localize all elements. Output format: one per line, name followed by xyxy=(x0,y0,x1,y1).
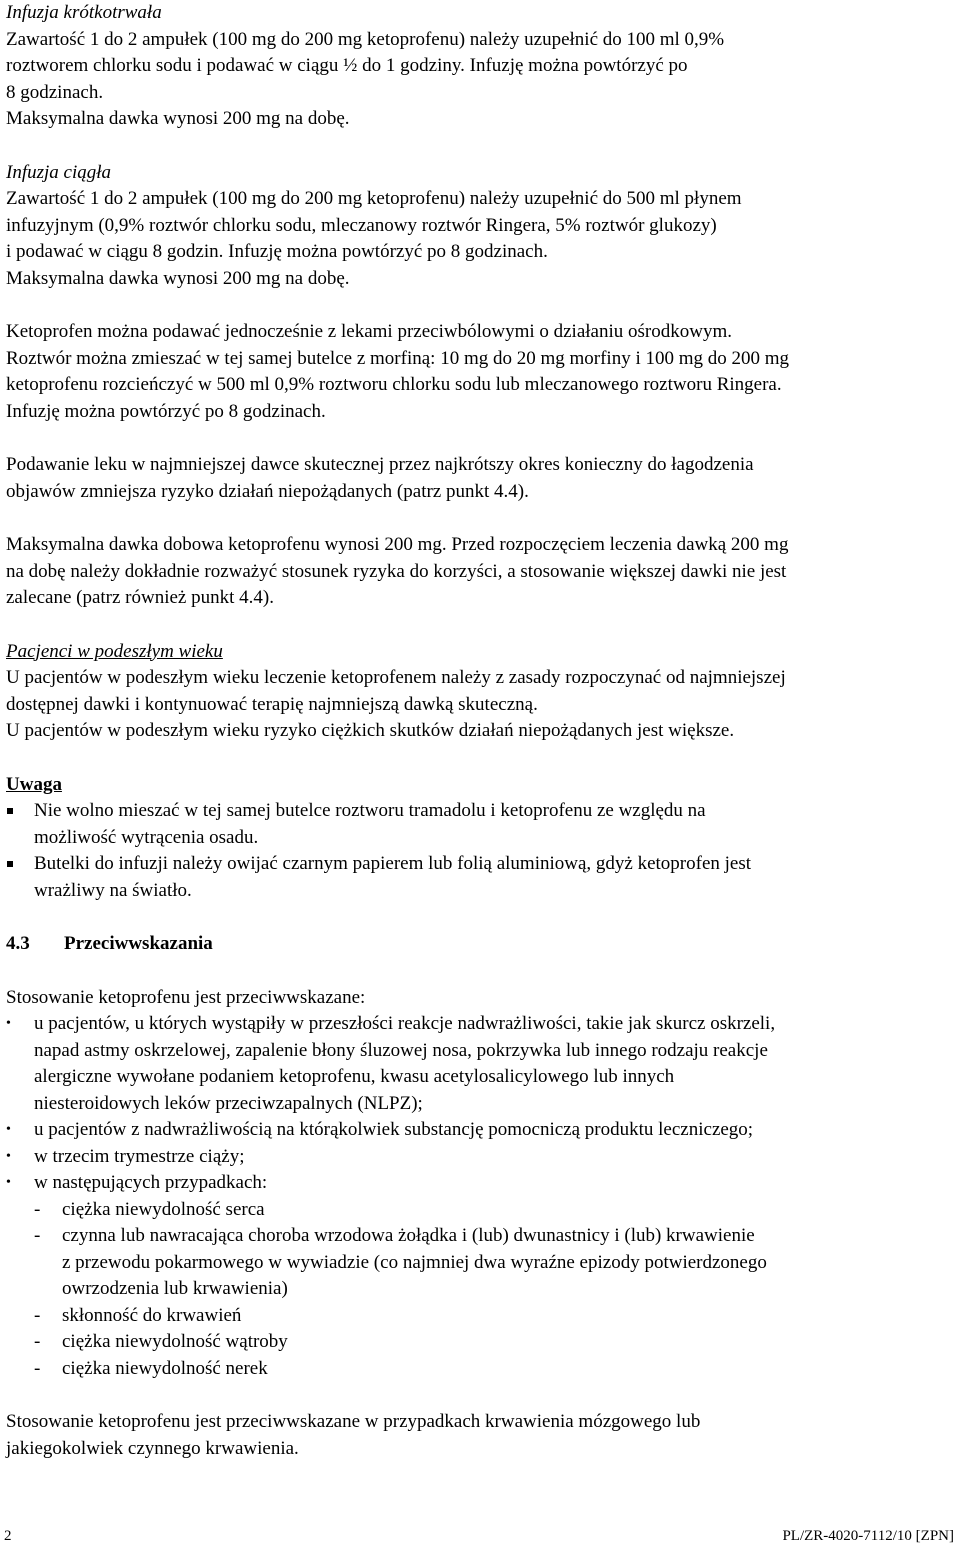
square-bullet-icon xyxy=(7,808,13,814)
text-line: Maksymalna dawka wynosi 200 mg na dobę. xyxy=(6,108,350,129)
text-line: w trzecim trymestrze ciąży; xyxy=(34,1145,245,1167)
subsection-title: Pacjenci w podeszłym wieku xyxy=(6,640,223,662)
text-line: skłonność do krwawień xyxy=(62,1304,242,1326)
text-line: U pacjentów w podeszłym wieku leczenie ketoprofenem należy z zasady rozpoczynać od najmniejszej xyxy=(6,667,786,688)
document-page xyxy=(6,0,956,1462)
subsection-infuzja-krotkotrwala xyxy=(6,0,956,133)
sub-list-item xyxy=(6,1197,956,1224)
list-item xyxy=(6,1144,956,1171)
text-line: niesteroidowych leków przeciwzapalnych (NLPZ); xyxy=(34,1092,423,1114)
text-line: wrażliwy na światło. xyxy=(34,879,192,901)
list-item xyxy=(6,798,956,851)
text-line: jakiegokolwiek czynnego krwawienia. xyxy=(6,1437,299,1459)
text-line: owrzodzenia lub krwawienia) xyxy=(62,1278,288,1299)
bullet-dot-icon: • xyxy=(6,1122,11,1137)
text-line: u pacjentów, u których wystąpiły w przeszłości reakcje nadwrażliwości, takie jak skurcz oskrzeli, xyxy=(34,1013,776,1034)
text-line: infuzyjnym (0,9% roztwór chlorku sodu, mleczanowy roztwór Ringera, 5% roztwór glukozy) xyxy=(6,214,717,236)
dash-bullet-icon: - xyxy=(34,1198,41,1220)
paragraph-morfina xyxy=(6,319,956,425)
text-line: Maksymalna dawka wynosi 200 mg na dobę. xyxy=(6,267,350,289)
paragraph-closing xyxy=(6,1409,956,1462)
text-line: 8 godzinach. xyxy=(6,81,104,103)
text-line: możliwość wytrącenia osadu. xyxy=(34,826,259,848)
text-line: Zawartość 1 do 2 ampułek (100 mg do 200 mg ketoprofenu) należy uzupełnić do 100 ml 0,9% xyxy=(6,28,725,50)
bullet-dot-icon: • xyxy=(6,1016,11,1031)
square-bullet-icon xyxy=(7,861,13,867)
bullet-dot-icon: • xyxy=(6,1148,11,1164)
page-footer xyxy=(4,1526,954,1546)
subsection-uwaga xyxy=(6,772,956,905)
dash-bullet-icon: - xyxy=(34,1304,41,1326)
subsection-title: Uwaga xyxy=(6,773,62,795)
text-line: U pacjentów w podeszłym wieku ryzyko ciężkich skutków działań niepożądanych jest większe. xyxy=(6,720,735,741)
section-title: Przeciwwskazania xyxy=(64,933,213,954)
section-contraindications xyxy=(6,985,956,1383)
paragraph-maks-dawka xyxy=(6,532,956,612)
text-line: z przewodu pokarmowego w wywiadzie (co najmniej dwa wyraźne epizody potwierdzonego xyxy=(62,1251,767,1273)
text-line: i podawać w ciągu 8 godzin. Infuzję można powtórzyć po 8 godzinach. xyxy=(6,241,548,262)
text-line: dostępnej dawki i kontynuować terapię najmniejszą dawką skuteczną. xyxy=(6,693,538,715)
sub-list-item xyxy=(6,1223,956,1303)
sub-list-item xyxy=(6,1329,956,1356)
bullet-dot-icon: • xyxy=(6,1175,11,1190)
text-line: Maksymalna dawka dobowa ketoprofenu wynosi 200 mg. Przed rozpoczęciem leczenia dawką 200 mg xyxy=(6,534,789,555)
subsection-infuzja-ciagla xyxy=(6,160,956,293)
text-line: w następujących przypadkach: xyxy=(34,1172,268,1193)
paragraph-najmniejsza-dawka xyxy=(6,452,956,505)
sub-list-item xyxy=(6,1356,956,1383)
section-heading xyxy=(6,931,956,958)
text-line: objawów zmniejsza ryzyko działań niepożądanych (patrz punkt 4.4). xyxy=(6,480,529,502)
list-item xyxy=(6,851,956,904)
text-line: Zawartość 1 do 2 ampułek (100 mg do 200 mg ketoprofenu) należy uzupełnić do 500 ml płynem xyxy=(6,188,742,209)
text-line: alergiczne wywołane podaniem ketoprofenu, kwasu acetylosalicylowego lub innych xyxy=(34,1066,675,1087)
sub-list-item xyxy=(6,1303,956,1330)
list-item xyxy=(6,1170,956,1197)
text-line: na dobę należy dokładnie rozważyć stosunek ryzyka do korzyści, a stosowanie większej dawki nie jest xyxy=(6,560,787,582)
text-line: ciężka niewydolność nerek xyxy=(62,1357,268,1379)
document-id: PL/ZR-4020-7112/10 [ZPN] xyxy=(782,1528,954,1544)
text-line: Podawanie leku w najmniejszej dawce skutecznej przez najkrótszy okres konieczny do łagodzenia xyxy=(6,454,754,475)
section-number: 4.3 xyxy=(6,933,30,954)
dash-bullet-icon: - xyxy=(34,1225,41,1246)
text-line: zalecane (patrz również punkt 4.4). xyxy=(6,587,274,608)
text-line: Butelki do infuzji należy owijać czarnym papierem lub folią aluminiową, gdyż ketoprofen jest xyxy=(34,853,752,874)
text-line: Infuzję można powtórzyć po 8 godzinach. xyxy=(6,400,326,422)
text-line: Nie wolno mieszać w tej samej butelce roztworu tramadolu i ketoprofenu ze względu na xyxy=(34,800,706,821)
text-line: napad astmy oskrzelowej, zapalenie błony śluzowej nosa, pokrzywka lub innego rodzaju reakcje xyxy=(34,1039,768,1061)
text-line: ciężka niewydolność wątroby xyxy=(62,1331,288,1352)
text-line: Stosowanie ketoprofenu jest przeciwwskazane w przypadkach krwawienia mózgowego lub xyxy=(6,1411,701,1432)
list-item xyxy=(6,1011,956,1117)
text-line: roztworem chlorku sodu i podawać w ciągu ½ do 1 godziny. Infuzję można powtórzyć po xyxy=(6,55,688,76)
text-line: Ketoprofen można podawać jednocześnie z lekami przeciwbólowymi o działaniu ośrodkowym. xyxy=(6,321,732,342)
dash-bullet-icon: - xyxy=(34,1357,41,1379)
subsection-title: Infuzja ciągła xyxy=(6,161,112,183)
text-line: czynna lub nawracająca choroba wrzodowa żołądka i (lub) dwunastnicy i (lub) krwawienie xyxy=(62,1225,755,1246)
text-line: Roztwór można zmieszać w tej samej butelce z morfiną: 10 mg do 20 mg morfiny i 100 mg do 200 mg xyxy=(6,347,790,369)
list-item xyxy=(6,1117,956,1144)
text-line: ketoprofenu rozcieńczyć w 500 ml 0,9% roztworu chlorku sodu lub mleczanowego roztworu Ringera. xyxy=(6,374,782,395)
intro-line: Stosowanie ketoprofenu jest przeciwwskazane: xyxy=(6,986,366,1008)
page-number: 2 xyxy=(4,1528,12,1544)
text-line: ciężka niewydolność serca xyxy=(62,1198,265,1220)
subsection-pacjenci-w-podeszlym-wieku xyxy=(6,639,956,745)
dash-bullet-icon: - xyxy=(34,1331,41,1352)
text-line: u pacjentów z nadwrażliwością na którąkolwiek substancję pomocniczą produktu leczniczego; xyxy=(34,1119,754,1140)
subsection-title: Infuzja krótkotrwała xyxy=(6,2,162,23)
